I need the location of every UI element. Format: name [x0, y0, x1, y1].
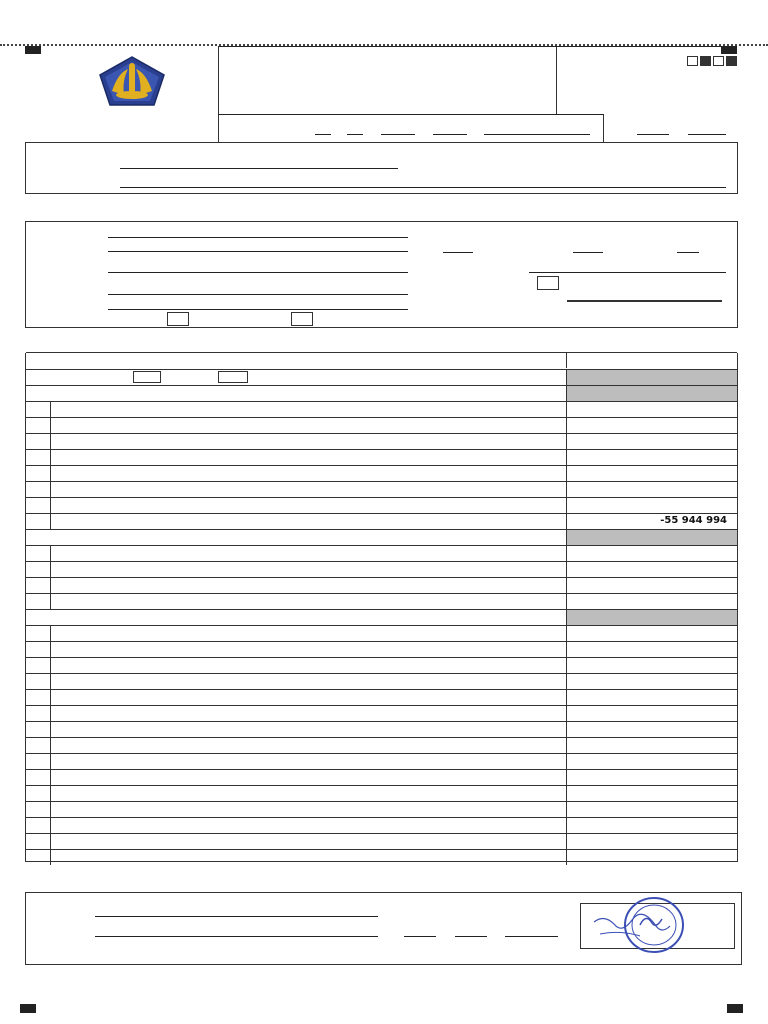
- table-row: [26, 785, 737, 801]
- row-number-cell: [26, 674, 51, 689]
- table-row: [26, 545, 737, 561]
- official-stamp-icon: [590, 896, 690, 956]
- row-number-cell: [26, 466, 51, 481]
- header-right-divider: [556, 46, 557, 114]
- row-number-cell: [26, 818, 51, 833]
- amount-cell[interactable]: [566, 674, 737, 689]
- signer-name-line[interactable]: [95, 916, 378, 917]
- row-number-cell: [26, 658, 51, 673]
- amount-cell[interactable]: [566, 818, 737, 833]
- amount-cell[interactable]: [566, 578, 737, 593]
- amount-cell[interactable]: [566, 802, 737, 817]
- code-square: [700, 56, 711, 66]
- row-number-cell: [26, 482, 51, 497]
- amount-cell: [566, 386, 737, 401]
- blank-field: [433, 134, 467, 135]
- corner-marker-bottom-right: [727, 1004, 743, 1013]
- amount-cell[interactable]: [566, 754, 737, 769]
- row-number-cell: [26, 834, 51, 849]
- ministry-emblem-icon: [98, 55, 166, 107]
- table-row: [26, 817, 737, 833]
- table-section-row: [26, 529, 737, 545]
- table-row: [26, 737, 737, 753]
- amount-cell[interactable]: [566, 626, 737, 641]
- table-row: [26, 561, 737, 577]
- row-number-cell: [26, 738, 51, 753]
- table-row: [26, 497, 737, 513]
- address-field-line[interactable]: [120, 187, 726, 188]
- checkbox[interactable]: [133, 371, 161, 383]
- row-number-cell: [26, 418, 51, 433]
- identity-right-line: [529, 272, 726, 273]
- table-row: [26, 577, 737, 593]
- row-number-cell: [26, 434, 51, 449]
- amount-cell[interactable]: [566, 353, 737, 368]
- date-field-line[interactable]: [455, 936, 487, 937]
- table-row: [26, 625, 737, 641]
- table-row: [26, 801, 737, 817]
- checkbox[interactable]: [167, 312, 189, 326]
- code-square: [726, 56, 737, 66]
- row-number-cell: [26, 802, 51, 817]
- amount-cell[interactable]: [566, 738, 737, 753]
- date-field-line[interactable]: [677, 252, 699, 253]
- identity-right-line: [567, 300, 722, 302]
- table-row: [26, 705, 737, 721]
- checkbox[interactable]: [218, 371, 248, 383]
- signer-name-line[interactable]: [95, 936, 378, 937]
- table-row: [26, 401, 737, 417]
- main-table: [25, 353, 738, 862]
- amount-cell[interactable]: [566, 562, 737, 577]
- amount-cell[interactable]: [566, 706, 737, 721]
- table-row: [26, 465, 737, 481]
- amount-cell[interactable]: [566, 722, 737, 737]
- amount-cell[interactable]: [566, 514, 737, 529]
- row-number-cell: [26, 770, 51, 785]
- amount-cell[interactable]: [566, 434, 737, 449]
- amount-cell[interactable]: [566, 834, 737, 849]
- amount-cell[interactable]: [566, 546, 737, 561]
- table-row: [26, 657, 737, 673]
- amount-cell: [566, 530, 737, 545]
- amount-cell[interactable]: [566, 418, 737, 433]
- row-number-cell: [26, 690, 51, 705]
- amount-cell[interactable]: [566, 482, 737, 497]
- row-number-cell: [26, 562, 51, 577]
- amount-cell[interactable]: [566, 786, 737, 801]
- row-number-cell: [26, 850, 51, 865]
- header-mid-divider: [603, 114, 604, 142]
- header-left-divider: [218, 46, 219, 142]
- header-top-line: [218, 46, 721, 47]
- row-number-cell: [26, 450, 51, 465]
- table-row: [26, 849, 737, 865]
- row-number-cell: [26, 546, 51, 561]
- header-sub-line: [218, 114, 604, 115]
- amount-cell: [566, 370, 737, 385]
- corner-marker-top-left: [25, 46, 41, 54]
- code-square: [713, 56, 724, 66]
- table-row: [26, 673, 737, 689]
- table-row: [26, 513, 737, 529]
- date-field-line[interactable]: [443, 252, 473, 253]
- blank-field: [688, 134, 726, 135]
- row-number-cell: [26, 594, 51, 609]
- row-number-cell: [26, 722, 51, 737]
- table-header-row: [26, 352, 737, 368]
- amount-cell[interactable]: [566, 498, 737, 513]
- table-row: [26, 449, 737, 465]
- date-field-line[interactable]: [404, 936, 436, 937]
- row-number-cell: [26, 514, 51, 529]
- table-row: [26, 641, 737, 657]
- amount-cell[interactable]: [566, 594, 737, 609]
- table-section-row: [26, 609, 737, 625]
- blank-field: [347, 134, 363, 135]
- amount-cell[interactable]: [566, 642, 737, 657]
- identity-field-line[interactable]: [108, 294, 408, 295]
- row-number-cell: [26, 642, 51, 657]
- row-number-cell: [26, 706, 51, 721]
- date-field-line[interactable]: [573, 252, 603, 253]
- table-row: [26, 833, 737, 849]
- amount-cell: [566, 610, 737, 625]
- code-square: [687, 56, 698, 66]
- row-number-cell: [26, 754, 51, 769]
- blank-field: [315, 134, 331, 135]
- table-row: [26, 593, 737, 609]
- row-number-cell: [26, 402, 51, 417]
- corner-marker-top-right: [721, 46, 737, 54]
- amount-cell[interactable]: [566, 450, 737, 465]
- table-section-row: [26, 385, 737, 401]
- checkbox[interactable]: [537, 276, 559, 290]
- table-section-row: [26, 369, 737, 385]
- row-number-cell: [26, 786, 51, 801]
- amount-cell[interactable]: [566, 690, 737, 705]
- amount-value: -55 944 994: [660, 515, 727, 526]
- name-field-line[interactable]: [120, 168, 398, 169]
- row-number-cell: [26, 626, 51, 641]
- amount-cell[interactable]: [566, 466, 737, 481]
- amount-cell[interactable]: [566, 658, 737, 673]
- blank-field: [484, 134, 590, 135]
- table-row: [26, 721, 737, 737]
- amount-cell[interactable]: [566, 850, 737, 865]
- table-row: [26, 753, 737, 769]
- checkbox[interactable]: [291, 312, 313, 326]
- identity-field-line[interactable]: [108, 309, 408, 310]
- identity-field-line[interactable]: [108, 237, 408, 238]
- table-row: [26, 689, 737, 705]
- row-number-cell: [26, 498, 51, 513]
- identity-field-line[interactable]: [108, 251, 408, 252]
- table-row: [26, 433, 737, 449]
- blank-field: [637, 134, 669, 135]
- amount-cell[interactable]: [566, 402, 737, 417]
- table-row: [26, 481, 737, 497]
- identity-field-line[interactable]: [108, 272, 408, 273]
- table-row: [26, 417, 737, 433]
- blank-field: [381, 134, 415, 135]
- row-number-cell: [26, 578, 51, 593]
- table-row: [26, 769, 737, 785]
- amount-cell[interactable]: [566, 770, 737, 785]
- corner-marker-bottom-left: [20, 1004, 36, 1013]
- date-field-line[interactable]: [505, 936, 558, 937]
